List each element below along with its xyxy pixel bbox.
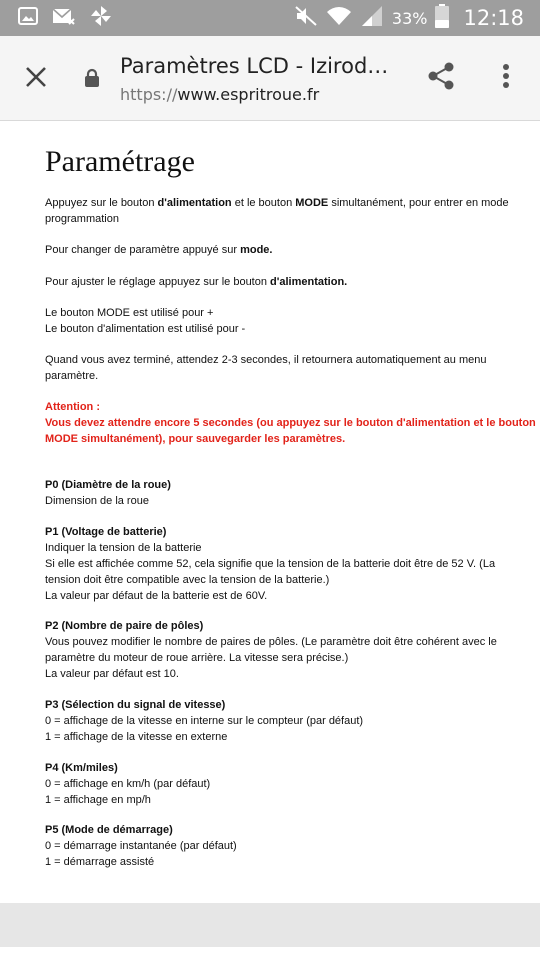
p4-line-2: 1 = affichage en mp/h [45, 794, 151, 806]
p2-line-2: paramètre du moteur de roue arrière. La vitesse sera précise.) [45, 652, 349, 664]
p3-line-1: 0 = affichage de la vitesse en interne sur le compteur (par défaut) [45, 715, 364, 727]
change-text: Pour changer de paramètre appuyé sur [45, 244, 241, 256]
p5-title-text: P5 (Mode de démarrage) [45, 824, 173, 836]
adjust-plain: Pour ajuster le réglage appuyez sur le bouton [45, 276, 271, 288]
p0-line-1: Dimension de la roue [45, 495, 149, 507]
close-icon [25, 66, 47, 92]
p5-title [45, 822, 173, 838]
status-right-icons [294, 5, 524, 31]
intro-bold-power: d'alimentation [157, 197, 232, 209]
p5-line-1: 0 = démarrage instantanée (par défaut) [45, 840, 237, 852]
change-param-text [45, 242, 272, 258]
url-scheme: https:// [120, 85, 178, 104]
clock: 12:18 [463, 6, 524, 30]
more-vert-icon [502, 63, 510, 93]
url-host: www.espritroue.fr [177, 85, 320, 104]
bottom-strip [0, 947, 540, 960]
done-line-1: Quand vous avez terminé, attendez 2-3 secondes, il retournera automatiquement au menu [45, 354, 487, 366]
gallery-icon [18, 7, 38, 29]
p4-title [45, 760, 118, 776]
adjust-text [45, 274, 347, 290]
attention-line-2: MODE simultanément), pour sauvegarder les paramètres. [45, 433, 346, 445]
adjust-bold: d'alimentation. [270, 276, 348, 288]
pinwheel-icon [90, 5, 112, 31]
page-footer-bar [0, 903, 540, 947]
done-line-2: paramètre. [45, 370, 99, 382]
p4-title-text: P4 (Km/miles) [45, 762, 118, 774]
intro-line-1 [45, 195, 509, 211]
signal-icon [360, 5, 384, 31]
intro-text: simultanément, pour entrer en mode [328, 197, 509, 209]
share-button[interactable] [423, 60, 459, 96]
p1-line-2: Si elle est affichée comme 52, cela signifie que la tension de la batterie doit être de 52 V. (La [45, 558, 496, 570]
overflow-menu-button[interactable] [494, 60, 518, 96]
p5-line-2: 1 = démarrage assisté [45, 856, 155, 868]
p2-line-3: La valeur par défaut est 10. [45, 668, 179, 680]
p1-line-1: Indiquer la tension de la batterie [45, 542, 202, 554]
p1-line-3: tension doit être compatible avec la tension de la batterie.) [45, 574, 330, 586]
share-icon [426, 61, 456, 95]
page-heading: Paramétrage [45, 145, 195, 178]
close-tab-button[interactable] [18, 61, 54, 97]
p1-title-text: P1 (Voltage de batterie) [45, 526, 167, 538]
status-bar [0, 0, 540, 36]
intro-bold-mode: MODE [295, 197, 329, 209]
status-left-icons [18, 7, 112, 29]
wifi-icon [326, 5, 352, 31]
p2-line-1: Vous pouvez modifier le nombre de paires de pôles. (Le paramètre doit être cohérent avec le [45, 636, 497, 648]
browser-toolbar [0, 36, 540, 121]
intro-line-2: programmation [45, 213, 119, 225]
battery-percent: 33% [391, 8, 428, 28]
p1-title [45, 524, 166, 540]
p1-line-4: La valeur par défaut de la batterie est de 60V. [45, 590, 268, 602]
p3-line-2: 1 = affichage de la vitesse en externe [45, 731, 228, 743]
url-bar[interactable] [120, 85, 319, 104]
intro-text: Appuyez sur le bouton [45, 197, 158, 209]
power-minus-text: Le bouton d'alimentation est utilisé pour - [45, 323, 246, 335]
p2-title-text: P2 (Nombre de paire de pôles) [45, 620, 204, 632]
mail-icon [52, 7, 76, 29]
intro-text: et le bouton [231, 197, 296, 209]
lock-icon [84, 68, 100, 92]
p0-title [45, 477, 171, 493]
p0-title-text: P0 (Diamètre de la roue) [45, 479, 171, 491]
p3-title [45, 697, 225, 713]
battery-icon [435, 4, 449, 32]
mute-icon [294, 5, 318, 31]
page-title: Paramètres LCD - Izirod… [120, 54, 389, 78]
attention-line-1: Vous devez attendre encore 5 secondes (ou appuyez sur le bouton d'alimentation et le bouton [45, 417, 536, 429]
mode-plus-text: Le bouton MODE est utilisé pour + [45, 307, 214, 319]
p4-line-1: 0 = affichage en km/h (par défaut) [45, 778, 211, 790]
web-content[interactable] [0, 121, 540, 902]
p2-title [45, 618, 203, 634]
p3-title-text: P3 (Sélection du signal de vitesse) [45, 699, 226, 711]
change-bold: mode. [240, 244, 273, 256]
attention-title: Attention : [45, 401, 100, 413]
